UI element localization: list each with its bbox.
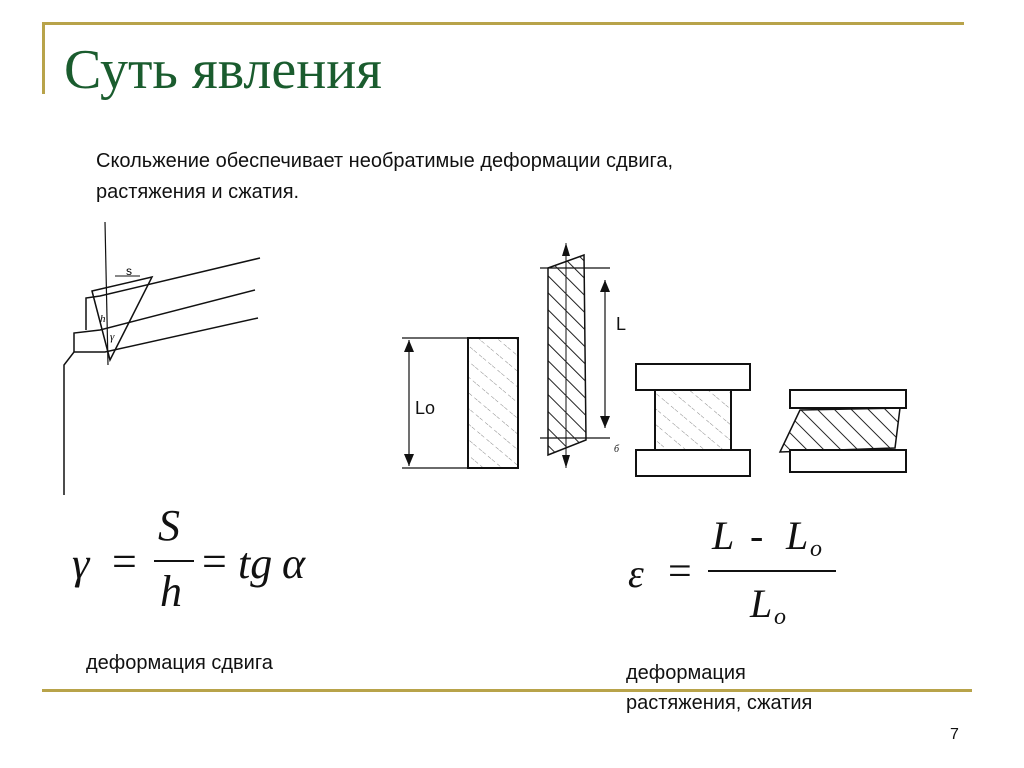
shear-diagram [64,222,260,495]
gamma-symbol: γ [72,539,90,588]
numerator-lo-sub: o [810,536,822,562]
strain-formula [628,510,858,640]
denominator-l: L [750,581,773,626]
l-label: L [616,314,627,334]
fraction-denominator-h: h [160,567,182,616]
epsilon-symbol: ε [628,551,644,596]
shear-formula [72,501,332,628]
fraction-bar-strain [708,570,836,572]
slide-title: Суть явления [64,39,382,101]
strain-caption-line-1: деформация [626,662,746,684]
numerator-l: L [712,513,735,558]
shear-gamma-label: γ [110,331,115,343]
tension-diagram [402,243,906,476]
shear-caption: деформация сдвига [86,652,273,674]
shear-h-label: h [100,313,106,325]
tg-text: tg [238,539,273,588]
denominator-sub: o [774,604,786,630]
body-text-line-2: растяжения и сжатия. [96,181,300,203]
minus-sign: - [750,513,764,558]
equals-1: = [112,537,137,586]
lo-label: Lo [415,398,436,418]
equals-2: = [202,537,227,586]
b-label: б [614,444,620,455]
strain-caption [626,658,812,718]
fraction-bar-shear [154,560,194,562]
alpha-symbol: α [282,539,306,588]
equals-strain: = [668,549,692,595]
shear-s-label: s [126,264,132,278]
fraction-numerator-s: S [158,501,180,550]
strain-caption-line-2: растяжения, сжатия [626,692,813,714]
body-text-line-1: Скольжение обеспечивает необратимые деформации сдвига, [96,150,674,172]
numerator-lo-l: L [786,513,809,558]
page-number: 7 [950,726,959,743]
